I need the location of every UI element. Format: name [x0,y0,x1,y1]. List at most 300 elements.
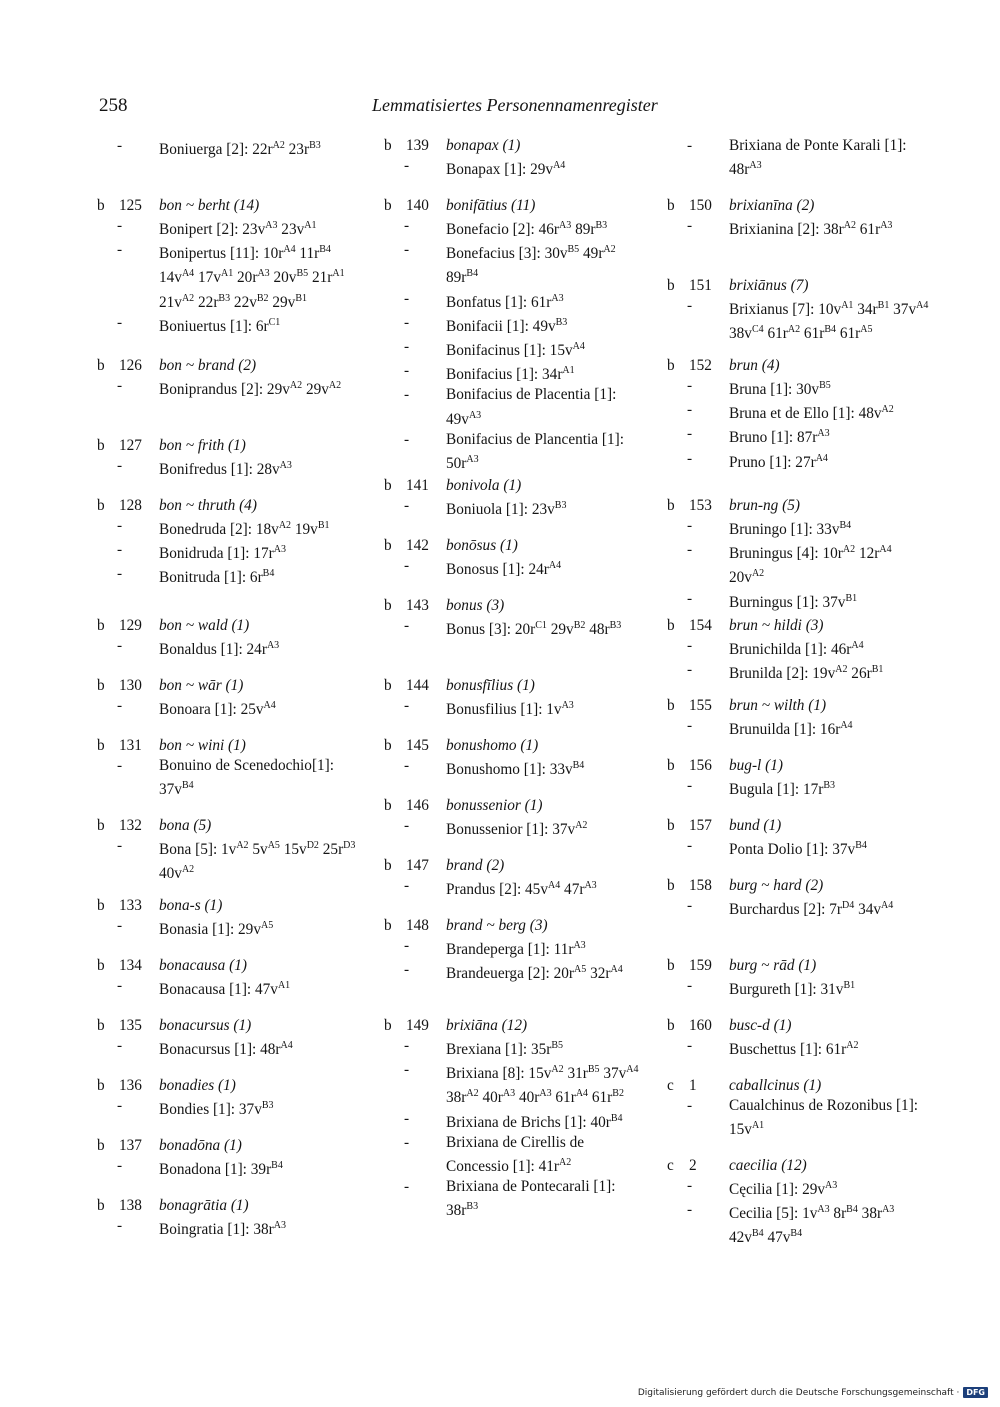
dash-marker: - [117,837,123,855]
entry-number: 140 [406,197,429,214]
name-form-text: Cęcilia [1]: $29v^{A3}$ [729,1180,838,1199]
entry-header [97,676,359,696]
name-form [117,376,359,400]
entry-number: 127 [119,437,142,454]
entry-number: 126 [119,357,142,374]
entry-number: 134 [119,957,142,974]
dash-marker: - [687,137,693,154]
running-head: Lemmatisiertes Personennamenregister [372,95,658,115]
name-form-text: Cecilia [5]: $1v^{A3}$ $8r^{B4}$ $38r^{A3}$ $42v^{B4}$ $47v^{B4}$ [729,1204,895,1247]
entry-header [667,616,929,636]
dash-marker: - [687,449,693,467]
entry-header [97,436,359,456]
dash-marker: - [687,717,693,735]
index-entry [384,676,646,720]
name-form [687,660,929,684]
lemma: bonus (3) [446,597,505,614]
name-form [117,916,359,940]
entry-letter: b [97,1137,105,1154]
name-form [687,836,929,860]
lemma: bonivola (1) [446,477,522,494]
name-form-text: Bonaldus [1]: $24r^{A3}$ [159,640,280,659]
entry-letter: b [384,857,392,874]
name-form-text: Bonifredus [1]: $28v^{A3}$ [159,460,292,479]
entry-number: 142 [406,537,429,554]
name-form-text: Brixiana de Pontecarali [1]: $38r^{B3}$ [446,1178,616,1220]
entry-header [667,876,929,896]
lemma: brun ~ hildi (3) [729,617,824,634]
dash-marker: - [117,217,123,235]
name-form-text: Bruno [1]: $87r^{A3}$ [729,428,830,447]
entry-letter: b [384,597,392,614]
index-entry [97,616,359,660]
lemma: brun-ng (5) [729,497,800,514]
entry-header [667,1016,929,1036]
name-form-text: Bruna [1]: $30v^{B5}$ [729,380,831,399]
lemma: bonadōna (1) [159,1137,242,1154]
name-form-text: Bonifacius de Plancentia [1]: $50r^{A3}$ [446,430,624,472]
index-entry [97,196,359,337]
dash-marker: - [404,386,410,404]
name-form-text: Bondies [1]: $37v^{B3}$ [159,1100,274,1119]
page-number: 258 [99,95,128,116]
entry-number: 159 [689,957,712,974]
name-form [404,289,646,313]
name-form [404,1109,646,1133]
dash-marker: - [404,338,410,356]
name-form [404,1177,646,1221]
entry-header [97,356,359,376]
name-form [404,313,646,337]
name-form-text: Brixiana de Brichs [1]: $40r^{B4}$ [446,1112,623,1131]
dash-marker: - [687,217,693,235]
entry-header [667,756,929,776]
index-entry [667,616,929,684]
entry-letter: b [97,1197,105,1214]
entry-letter: b [97,1017,105,1034]
name-form [404,156,646,180]
name-form-text: Bonus [3]: $20r^{C1}$ $29v^{B2}$ $48r^{B3}$ [446,620,622,639]
entry-number: 154 [689,617,712,634]
name-form [404,1133,646,1177]
entry-header [384,196,646,216]
name-form [404,696,646,720]
dash-marker: - [687,637,693,655]
name-form [687,449,929,473]
entry-letter: c [667,1077,674,1094]
dash-marker: - [687,837,693,855]
entry-header [667,956,929,976]
dash-marker: - [687,1201,693,1219]
index-entry [667,816,929,860]
name-form-text: Brandeuerga [2]: $20r^{A5}$ $32r^{A4}$ [446,964,623,983]
dash-marker: - [687,977,693,995]
dash-marker: - [117,313,123,331]
dash-marker: - [687,517,693,535]
name-form [687,1200,929,1248]
index-entry [384,736,646,780]
name-form-text: Brixiana [8]: $15v^{A2}$ $31r^{B5}$ $37v^{A4}$ $38r^{A2}$ $40r^{A3}$ $40r^{A3}$ $61r^{A4}$ $61r^{B2}$ [446,1064,639,1107]
name-form-text: Bonadona [1]: $39r^{B4}$ [159,1160,283,1179]
lemma: bonadies (1) [159,1077,236,1094]
name-form [687,136,929,180]
name-form-text: Boingratia [1]: $38r^{A3}$ [159,1220,286,1239]
index-entry [667,956,929,1000]
name-form-text: Burgureth [1]: $31v^{B1}$ [729,980,856,999]
lemma: brun ~ wilth (1) [729,697,827,714]
lemma: bonagrātia (1) [159,1197,249,1214]
entry-letter: b [97,617,105,634]
entry-number: 156 [689,757,712,774]
index-entry [97,136,359,160]
name-form [687,296,929,344]
name-form-text: Bruna et de Ello [1]: $48v^{A2}$ [729,404,894,423]
entry-header [667,1156,929,1176]
entry-number: 125 [119,197,142,214]
lemma: caballcinus (1) [729,1077,822,1094]
lemma: bon ~ thruth (4) [159,497,257,514]
lemma: busc-d (1) [729,1017,792,1034]
dash-marker: - [687,425,693,443]
index-entry [97,1136,359,1180]
entry-number: 136 [119,1077,142,1094]
dash-marker: - [117,917,123,935]
name-form-text: Ponta Dolio [1]: $37v^{B4}$ [729,840,867,859]
name-form [404,756,646,780]
name-form [404,616,646,640]
entry-header [384,916,646,936]
name-form-text: Burchardus [2]: $7r^{D4}$ $34v^{A4}$ [729,900,894,919]
name-form [687,1096,929,1140]
entry-number: 158 [689,877,712,894]
dash-marker: - [687,377,693,395]
name-form [404,361,646,385]
name-form [687,776,929,800]
entry-letter: b [97,817,105,834]
dash-marker: - [404,961,410,979]
dash-marker: - [117,457,123,475]
name-form-text: Bruningo [1]: $33v^{B4}$ [729,520,852,539]
name-form-text: Bonfatus [1]: $61r^{A3}$ [446,292,564,311]
index-entry [384,856,646,900]
entry-letter: b [667,757,675,774]
name-form-text: Bonushomo [1]: $33v^{B4}$ [446,760,585,779]
lemma: bon ~ wini (1) [159,737,246,754]
name-form [687,516,929,540]
dash-marker: - [404,697,410,715]
name-form [117,313,359,337]
entry-number: 133 [119,897,142,914]
name-form [687,636,929,660]
entry-header [384,1016,646,1036]
index-entry [667,196,929,240]
dash-marker: - [687,777,693,795]
name-form [117,1036,359,1060]
dash-marker: - [404,497,410,515]
entry-number: 144 [406,677,429,694]
lemma: bund (1) [729,817,782,834]
name-form-text: Brandeperga [1]: $11r^{A3}$ [446,940,586,959]
entry-number: 138 [119,1197,142,1214]
dash-marker: - [687,897,693,915]
dash-marker: - [117,1037,123,1055]
entry-header [97,956,359,976]
name-form-text: Bonefacius [3]: $30v^{B5}$ $49r^{A2}$ $89r^{B4}$ [446,244,616,287]
name-form-text: Bonifacii [1]: $49v^{B3}$ [446,316,568,335]
index-entry [97,1196,359,1240]
dash-marker: - [117,137,123,154]
name-form [117,636,359,660]
name-form-text: Bonacausa [1]: $47v^{A1}$ [159,980,291,999]
entry-header [97,616,359,636]
dash-marker: - [404,877,410,895]
name-form [404,216,646,240]
entry-number: 132 [119,817,142,834]
name-form [687,376,929,400]
name-form-text: Boniuerga [2]: $22r^{A2}$ $23r^{B3}$ [159,140,321,159]
index-entry [667,696,929,740]
name-form-text: Bonifacinus [1]: $15v^{A4}$ [446,341,585,360]
lemma: caecilia (12) [729,1157,807,1174]
name-form [117,516,359,540]
dash-marker: - [117,1217,123,1235]
dash-marker: - [687,661,693,679]
name-form [404,960,646,984]
entry-number: 130 [119,677,142,694]
name-form-text: Brexiana [1]: $35r^{B5}$ [446,1040,564,1059]
lemma: burg ~ rād (1) [729,957,817,974]
name-form-text: Boniuertus [1]: $6r^{C1}$ [159,316,281,335]
dash-marker: - [117,637,123,655]
name-form-text: Boniuola [1]: $23v^{B3}$ [446,500,567,519]
dash-marker: - [404,1061,410,1079]
entry-header [667,816,929,836]
dash-marker: - [404,937,410,955]
entry-letter: b [97,197,105,214]
name-form [404,430,646,474]
name-form [117,1156,359,1180]
lemma: bon ~ berht (14) [159,197,260,214]
entry-letter: b [384,1017,392,1034]
entry-number: 128 [119,497,142,514]
entry-letter: c [667,1157,674,1174]
name-form-text: Bona [5]: $1v^{A2}$ $5v^{A5}$ $15v^{D2}$ $25r^{D3}$ $40v^{A2}$ [159,840,356,883]
name-form-text: Bruningus [4]: $10r^{A2}$ $12r^{A4}$ $20v^{A2}$ [729,544,892,587]
index-entry [384,196,646,474]
name-form [117,836,359,884]
index-entry [667,276,929,344]
name-form-text: Brunilda [2]: $19v^{A2}$ $26r^{B1}$ [729,664,884,683]
index-entry [97,356,359,400]
name-form [687,216,929,240]
index-entry [97,816,359,884]
lemma: bon ~ brand (2) [159,357,257,374]
dash-marker: - [117,757,123,775]
dash-marker: - [404,289,410,307]
entry-letter: b [384,797,392,814]
entry-letter: b [667,957,675,974]
lemma: bonōsus (1) [446,537,518,554]
index-entry [667,136,929,180]
entry-number: 160 [689,1017,712,1034]
name-form-text: Brixiana de Cirellis de Concessio [1]: $41r^{A2}$ [446,1133,585,1176]
dash-marker: - [404,817,410,835]
entry-number: 141 [406,477,429,494]
entry-letter: b [384,917,392,934]
lemma: bonushomo (1) [446,737,539,754]
lemma: brand ~ berg (3) [446,917,548,934]
entry-header [384,136,646,156]
entry-letter: b [384,537,392,554]
dash-marker: - [687,1177,693,1195]
entry-letter: b [97,357,105,374]
entry-number: 149 [406,1017,429,1034]
index-entry [667,756,929,800]
entry-number: 2 [689,1157,697,1174]
name-form [404,385,646,429]
name-form-text: Brixiana de Ponte Karali [1]: $48r^{A3}$ [729,137,907,179]
lemma: burg ~ hard (2) [729,877,824,894]
name-form-text: Bonipertus [11]: $10r^{A4}$ $11r^{B4}$ $14v^{A4}$ $17v^{A1}$ $20r^{A3}$ $20v^{B5}$ $21r^{A1}$ $21v^{A2}$ $22r^{B3}$ $22v^{B2}$ $29v^{B1}$ [159,244,345,311]
dash-marker: - [404,557,410,575]
name-form-text: Bonussenior [1]: $37v^{A2}$ [446,820,588,839]
name-form [117,696,359,720]
lemma: bona-s (1) [159,897,223,914]
index-entry [667,1156,929,1249]
name-form-text: Bonifacius [1]: $34r^{A1}$ [446,365,575,384]
name-form-text: Brixianina [2]: $38r^{A2}$ $61r^{A3}$ [729,220,893,239]
name-form [117,240,359,313]
name-form-text: Brixianus [7]: $10v^{A1}$ $34r^{B1}$ $37v^{A4}$ $38v^{C4}$ $61r^{A2}$ $61r^{B4}$ $61r^{A5}$ [729,300,929,343]
index-entry [97,436,359,480]
entry-letter: b [667,877,675,894]
dash-marker: - [404,430,410,448]
name-form-text: Bonacursus [1]: $48r^{A4}$ [159,1040,293,1059]
name-form-text: Bonifacius de Placentia [1]: $49v^{A3}$ [446,386,617,428]
dash-marker: - [117,1097,123,1115]
dash-marker: - [404,1037,410,1055]
entry-letter: b [667,617,675,634]
entry-letter: b [667,197,675,214]
dash-marker: - [404,217,410,235]
entry-number: 147 [406,857,429,874]
entry-header [667,1076,929,1096]
name-form [687,716,929,740]
entry-letter: b [667,817,675,834]
entry-header [384,536,646,556]
entry-number: 131 [119,737,142,754]
lemma: bon ~ wald (1) [159,617,250,634]
entry-header [667,356,929,376]
index-entry [97,1016,359,1060]
entry-header [97,736,359,756]
dash-marker: - [404,157,410,175]
entry-number: 139 [406,137,429,154]
dash-marker: - [687,401,693,419]
entry-letter: b [97,497,105,514]
entry-number: 151 [689,277,712,294]
dash-marker: - [117,565,123,583]
name-form [404,876,646,900]
entry-header [97,1136,359,1156]
entry-letter: b [667,697,675,714]
name-form [687,896,929,920]
entry-header [384,796,646,816]
name-form [117,976,359,1000]
name-form-text: Bonosus [1]: $24r^{A4}$ [446,560,562,579]
entry-header [97,816,359,836]
entry-letter: b [667,497,675,514]
entry-header [667,196,929,216]
name-form [117,540,359,564]
index-entry [384,536,646,580]
name-form-text: Brunichilda [1]: $46r^{A4}$ [729,640,864,659]
dash-marker: - [117,1157,123,1175]
dash-marker: - [404,1109,410,1127]
name-form-text: Prandus [2]: $45v^{A4}$ $47r^{A3}$ [446,880,597,899]
name-form-text: Pruno [1]: $27r^{A4}$ [729,452,828,471]
entry-header [97,896,359,916]
name-form [404,936,646,960]
index-entry [384,796,646,840]
index-entry [384,1016,646,1221]
entry-number: 152 [689,357,712,374]
name-form-text: Bonusfilius [1]: $1v^{A3}$ [446,700,574,719]
name-form [404,240,646,288]
name-form-text: Bonidruda [1]: $17r^{A3}$ [159,544,286,563]
footer-text: Digitalisierung gefördert durch die Deutsche Forschungsgemeinschaft · [637,1387,960,1398]
entry-letter: b [97,957,105,974]
lemma: bonacausa (1) [159,957,247,974]
name-form [687,976,929,1000]
entry-letter: b [97,677,105,694]
name-form-text: Bonefacio [2]: $46r^{A3}$ $89r^{B3}$ [446,220,608,239]
name-form-text: Bonipert [2]: $23v^{A3}$ $23v^{A1}$ [159,220,317,239]
name-form [404,496,646,520]
dash-marker: - [404,1178,410,1196]
name-form-text: Bonedruda [2]: $18v^{A2}$ $19v^{B1}$ [159,520,330,539]
entry-letter: b [667,357,675,374]
index-entry [667,1076,929,1140]
dash-marker: - [404,1133,410,1151]
name-form [117,564,359,588]
name-form-text: Boniprandus [2]: $29v^{A2}$ $29v^{A2}$ [159,380,342,399]
lemma: bonussenior (1) [446,797,543,814]
entry-letter: b [97,897,105,914]
dash-marker: - [687,541,693,559]
entry-letter: b [667,277,675,294]
entry-number: 153 [689,497,712,514]
lemma: bonifātius (11) [446,197,536,214]
lemma: bona (5) [159,817,212,834]
lemma: bon ~ wār (1) [159,677,244,694]
name-form-text: Bonitruda [1]: $6r^{B4}$ [159,568,275,587]
name-form [687,424,929,448]
entry-header [97,1076,359,1096]
index-entry [97,676,359,720]
name-form-text: Bonoara [1]: $25v^{A4}$ [159,700,276,719]
lemma: bonapax (1) [446,137,521,154]
entry-letter: b [384,477,392,494]
dash-marker: - [404,241,410,259]
dash-marker: - [117,517,123,535]
entry-letter: b [384,677,392,694]
entry-letter: b [667,1017,675,1034]
name-form-text: Bonuino de Scenedochio[1]: $37v^{B4}$ [159,757,335,799]
dash-marker: - [404,617,410,635]
dash-marker: - [117,541,123,559]
index-entry [97,496,359,589]
